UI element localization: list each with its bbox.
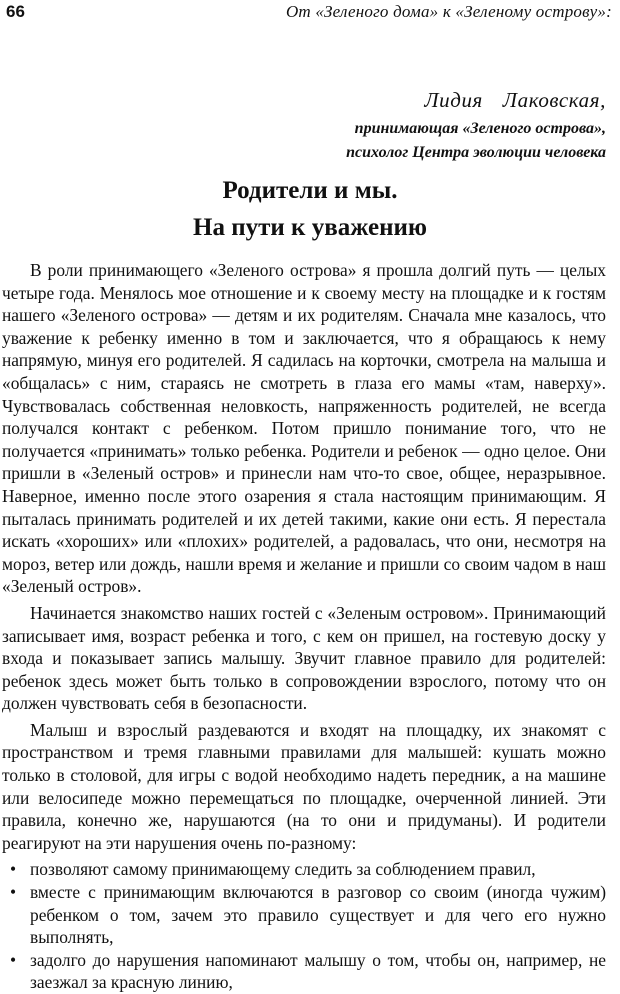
paragraph-2: Начинается знакомство наших гостей с «Зеленым островом». Принимающий записывает имя, возраст ребенка и того, с кем он пришел, на гостевую доску у входа и показывает запись малышу. Звучит главное правило для родителей: ребенок здесь может быть только в сопровождении взрослого, потому что он должен чувствовать себя в безопасности.	[2, 602, 606, 714]
bullet-text-1: позволяют самому принимающему следить за соблюдением правил,	[30, 859, 536, 880]
bullet-list	[2, 858, 606, 994]
bullet-dot-icon: •	[10, 859, 17, 880]
bullet-item-1	[2, 858, 606, 881]
author-name: Лидия Лаковская,	[424, 88, 606, 112]
bullet-item-3	[2, 949, 606, 994]
bullet-dot-icon: •	[10, 949, 17, 970]
chapter-title-line-2: На пути к уважению	[193, 214, 427, 241]
paragraph-1: В роли принимающего «Зеленого острова» я прошла долгий путь — целых четыре года. Менялось мое отношение и к своему месту на площадке и к гостям нашего «Зеленого острова» — детям и их родителям. Сначала мне казалось, что уважение к ребенку именно в том и заключается, что я обращаюсь к нему напрямую, минуя его родителей. Я садилась на корточки, смотрела на малыша и «общалась» с ним, стараясь не смотреть в глаза его мамы «там, наверху». Чувствовалась собственная неловкость, напряженность родителей, не всегда получался контакт с ребенком. Потом пришло понимание того, что не получается «принимать» только ребенка. Родители и ребенок — одно целое. Они пришли в «Зеленый остров» и принесли нам что-то свое, общее, неразрывное. Наверное, именно после этого озарения я стала настоящим принимающим. Я пыталась принимать родителей и их детей такими, какие они есть. Я перестала искать «хороших» или «плохих» родителей, а радовалась, что они, несмотря на мороз, ветер или дождь, нашли время и желание и пришли со своим чадом в наш «Зеленый остров».	[2, 260, 606, 597]
page-header	[6, 2, 612, 26]
bullet-item-2	[2, 881, 606, 949]
author-block	[346, 88, 606, 165]
body-text	[2, 259, 606, 994]
paragraph-3: Малыш и взрослый раздеваются и входят на площадку, их знакомят с пространством и тремя главными правилами для малышей: кушать можно только в столовой, для игры с водой необходимо надеть передник, а на машине или велосипеде можно перемещаться по площадке, очерченной линией. Эти правила, конечно же, нарушаются (на то они и придуманы). И родители реагируют на эти нарушения очень по-разному:	[2, 719, 606, 853]
chapter-title-line-1: Родители и мы.	[222, 177, 398, 204]
bullet-dot-icon: •	[10, 882, 17, 903]
chapter-title	[0, 172, 620, 246]
bullet-text-2: вместе с принимающим включаются в разговор со своим (иногда чужим) ребенком о том, зачем это правило существует и для чего его нужно выполнять,	[30, 882, 606, 948]
author-role-line-2: психолог Центра эволюции человека	[346, 144, 606, 161]
running-title: От «Зеленого дома» к «Зеленому острову»:	[285, 2, 612, 21]
author-role-line-1: принимающая «Зеленого острова»,	[354, 120, 606, 137]
page-number: 66	[6, 2, 25, 21]
bullet-text-3: задолго до нарушения напоминают малышу о том, чтобы он, например, не заезжал за красную линию,	[30, 949, 606, 993]
